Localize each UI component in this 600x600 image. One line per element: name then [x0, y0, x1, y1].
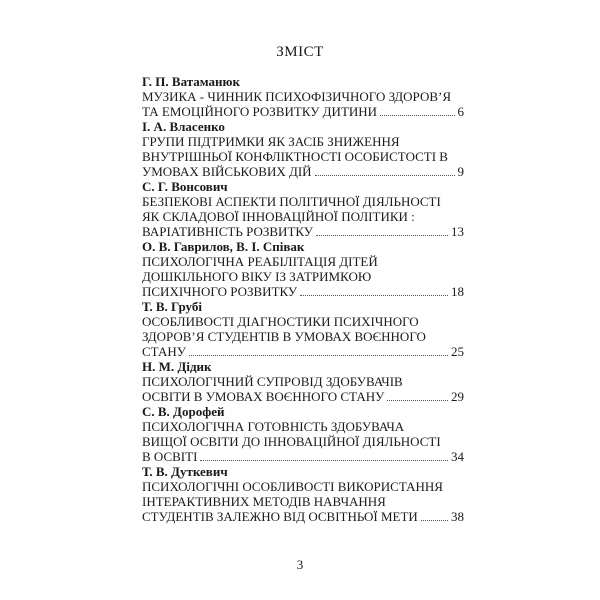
toc-entry	[142, 74, 464, 119]
entry-title-line: ВНУТРІШНЬОЇ КОНФЛІКТНОСТІ ОСОБИСТОСТІ В	[142, 149, 448, 164]
entry-title-last-line	[142, 449, 464, 464]
entry-title-line: ОСВІТИ В УМОВАХ ВОЄННОГО СТАНУ	[142, 389, 385, 404]
entry-title-line: ПСИХОЛОГІЧНИЙ СУПРОВІД ЗДОБУВАЧІВ	[142, 374, 403, 389]
entry-title-line: ДОШКІЛЬНОГО ВІКУ ІЗ ЗАТРИМКОЮ	[142, 269, 372, 284]
entry-title-line: ГРУПИ ПІДТРИМКИ ЯК ЗАСІБ ЗНИЖЕННЯ	[142, 134, 400, 149]
dot-leader	[316, 235, 448, 236]
entry-title-line: ПСИХОЛОГІЧНІ ОСОБЛИВОСТІ ВИКОРИСТАННЯ	[142, 479, 443, 494]
entry-page-number: 6	[457, 104, 464, 119]
entry-title-line: ТА ЕМОЦІЙНОГО РОЗВИТКУ ДИТИНИ	[142, 104, 378, 119]
dot-leader	[300, 295, 448, 296]
entry-title-line: ІНТЕРАКТИВНИХ МЕТОДІВ НАВЧАННЯ	[142, 494, 386, 509]
entry-author: О. В. Гаврилов, В. І. Співак	[142, 239, 305, 254]
entry-title-line: СТАНУ	[142, 344, 186, 359]
entry-page-number: 25	[451, 344, 464, 359]
page-number: 3	[296, 557, 304, 572]
entry-page-number: 9	[457, 164, 464, 179]
toc-entry	[142, 239, 464, 299]
entry-author: Н. М. Дідик	[142, 359, 212, 374]
entry-title-last-line	[142, 389, 464, 404]
entry-page-number: 13	[451, 224, 464, 239]
entry-title-line: СТУДЕНТІВ ЗАЛЕЖНО ВІД ОСВІТНЬОЇ МЕТИ	[142, 509, 418, 524]
entry-title-line: В ОСВІТІ	[142, 449, 198, 464]
table-of-contents	[142, 74, 464, 524]
dot-leader	[421, 520, 448, 521]
entry-title-line: ПСИХІЧНОГО РОЗВИТКУ	[142, 284, 298, 299]
entry-author: Г. П. Ватаманюк	[142, 74, 240, 89]
entry-author: С. Г. Вонсович	[142, 179, 228, 194]
entry-title-last-line	[142, 164, 464, 179]
entry-title-line: МУЗИКА - ЧИННИК ПСИХОФІЗИЧНОГО ЗДОРОВ’Я	[142, 89, 452, 104]
entry-page-number: 38	[451, 509, 464, 524]
dot-leader	[387, 400, 448, 401]
toc-entry	[142, 299, 464, 359]
toc-entry	[142, 464, 464, 524]
toc-entry	[142, 359, 464, 404]
entry-title-last-line	[142, 284, 464, 299]
entry-title-last-line	[142, 104, 464, 119]
entry-title-line: ПСИХОЛОГІЧНА РЕАБІЛІТАЦІЯ ДІТЕЙ	[142, 254, 378, 269]
dot-leader	[315, 175, 455, 176]
entry-author: Т. В. Грубі	[142, 299, 202, 314]
entry-title-last-line	[142, 224, 464, 239]
entry-author: С. В. Дорофей	[142, 404, 225, 419]
entry-title-last-line	[142, 509, 464, 524]
entry-title-line: ПСИХОЛОГІЧНА ГОТОВНІСТЬ ЗДОБУВАЧА	[142, 419, 405, 434]
page-title: ЗМІСТ	[276, 44, 324, 60]
toc-entry	[142, 179, 464, 239]
entry-title-line: ЯК СКЛАДОВОЇ ІННОВАЦІЙНОЇ ПОЛІТИКИ :	[142, 209, 415, 224]
entry-page-number: 34	[451, 449, 464, 464]
entry-title-line: БЕЗПЕКОВІ АСПЕКТИ ПОЛІТИЧНОЇ ДІЯЛЬНОСТІ	[142, 194, 441, 209]
entry-title-line: ОСОБЛИВОСТІ ДІАГНОСТИКИ ПСИХІЧНОГО	[142, 314, 419, 329]
entry-author: І. А. Власенко	[142, 119, 225, 134]
entry-title-line: ВИЩОЇ ОСВІТИ ДО ІННОВАЦІЙНОЇ ДІЯЛЬНОСТІ	[142, 434, 441, 449]
dot-leader	[200, 460, 448, 461]
entry-title-last-line	[142, 344, 464, 359]
toc-entry	[142, 404, 464, 464]
entry-page-number: 18	[451, 284, 464, 299]
entry-title-line: УМОВАХ ВІЙСЬКОВИХ ДІЙ	[142, 164, 312, 179]
toc-entry	[142, 119, 464, 179]
dot-leader	[189, 355, 448, 356]
entry-title-line: ЗДОРОВ’Я СТУДЕНТІВ В УМОВАХ ВОЄННОГО	[142, 329, 426, 344]
entry-page-number: 29	[451, 389, 464, 404]
entry-author: Т. В. Дуткевич	[142, 464, 228, 479]
dot-leader	[380, 115, 454, 116]
entry-title-line: ВАРІАТИВНІСТЬ РОЗВИТКУ	[142, 224, 313, 239]
